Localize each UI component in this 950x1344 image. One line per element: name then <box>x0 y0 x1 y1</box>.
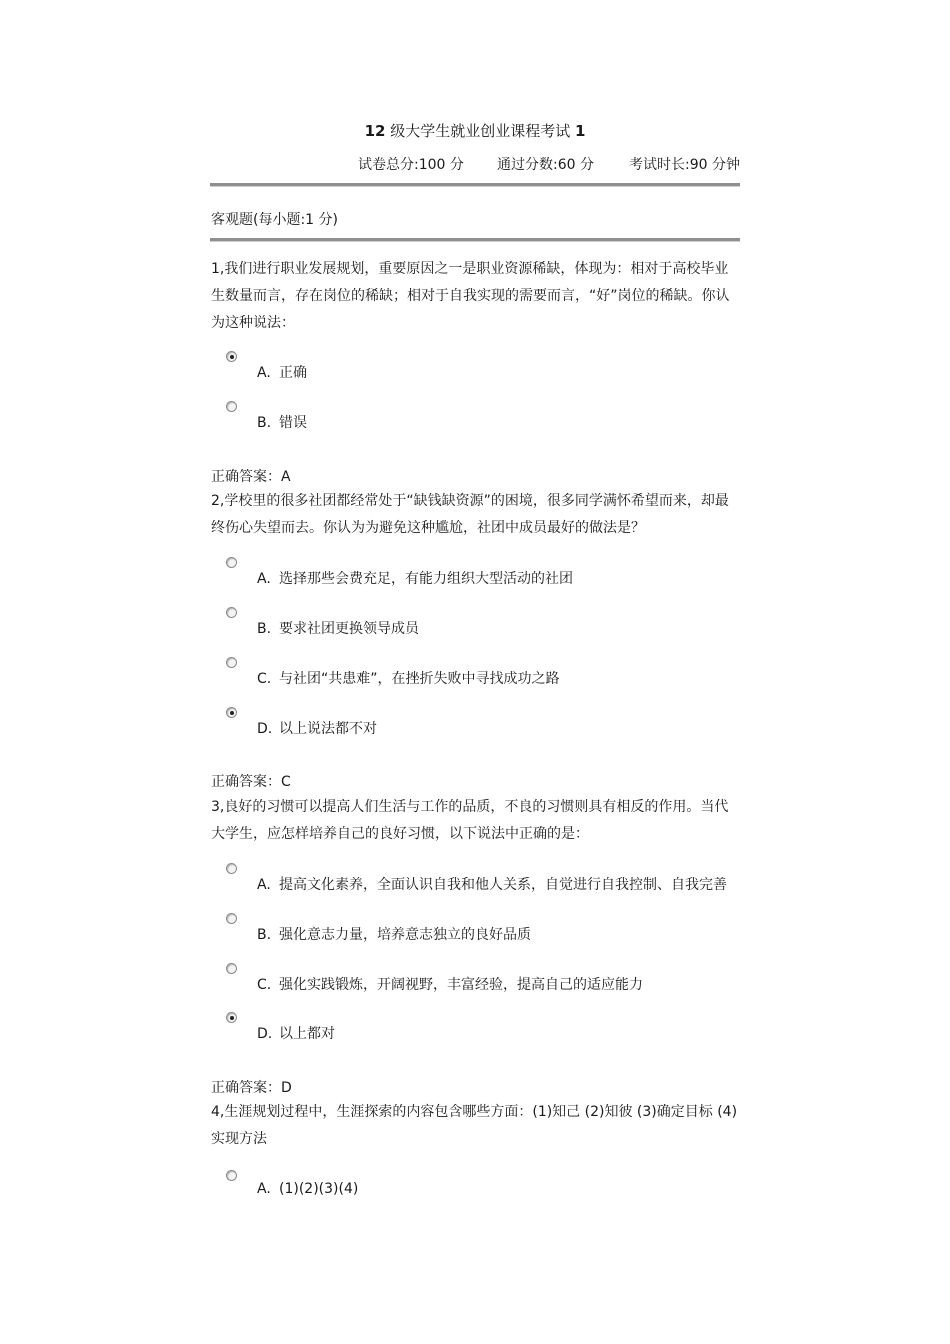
question-3-option-d[interactable]: D. 以上都对 <box>257 1026 335 1042</box>
question-3-option-a-radio[interactable] <box>226 863 237 874</box>
question-3-option-d-radio[interactable] <box>226 1012 237 1023</box>
question-3-line-2: 大学生，应怎样培养自己的良好习惯，以下说法中正确的是： <box>211 826 589 842</box>
question-1-option-b-radio[interactable] <box>226 401 237 412</box>
question-2-option-b-radio[interactable] <box>226 607 237 618</box>
question-2-option-a-radio[interactable] <box>226 557 237 568</box>
question-3-option-b[interactable]: B. 强化意志力量，培养意志独立的良好品质 <box>257 927 531 943</box>
question-3-option-c[interactable]: C. 强化实践锻炼，开阔视野，丰富经验，提高自己的适应能力 <box>257 977 643 993</box>
question-3-line-1: 3,良好的习惯可以提高人们生活与工作的品质，不良的习惯则具有相反的作用。当代 <box>211 799 729 815</box>
question-1-answer: 正确答案：A <box>211 469 291 485</box>
question-3-option-a[interactable]: A. 提高文化素养，全面认识自我和他人关系，自觉进行自我控制、自我完善 <box>257 877 727 893</box>
question-2-option-d[interactable]: D. 以上说法都不对 <box>257 721 377 737</box>
question-3-answer: 正确答案：D <box>211 1080 292 1096</box>
question-1-line-3: 为这种说法： <box>211 315 295 331</box>
question-1-line-2: 生数量而言，存在岗位的稀缺；相对于自我实现的需要而言，“好”岗位的稀缺。你认 <box>211 288 730 304</box>
pass-score: 通过分数:60 分 <box>497 157 594 173</box>
question-4-option-a-radio[interactable] <box>226 1170 237 1181</box>
question-1-line-1: 1,我们进行职业发展规划，重要原因之一是职业资源稀缺，体现为：相对于高校毕业 <box>211 261 729 277</box>
question-2-option-c-radio[interactable] <box>226 657 237 668</box>
question-2-option-a[interactable]: A. 选择那些会费充足，有能力组织大型活动的社团 <box>257 571 573 587</box>
header-divider <box>210 183 740 187</box>
question-3-option-b-radio[interactable] <box>226 913 237 924</box>
question-4-option-a[interactable]: A. (1)(2)(3)(4) <box>257 1181 359 1197</box>
section-heading: 客观题(每小题:1 分) <box>211 212 338 228</box>
question-4-line-2: 实现方法 <box>211 1131 267 1147</box>
question-2-option-b[interactable]: B. 要求社团更换领导成员 <box>257 621 419 637</box>
exam-title-suffix: 1 <box>574 122 586 140</box>
question-3-option-c-radio[interactable] <box>226 963 237 974</box>
question-1-option-b[interactable]: B. 错误 <box>257 415 307 431</box>
question-2-line-2: 终伤心失望而去。你认为为避免这种尴尬，社团中成员最好的做法是？ <box>211 520 645 536</box>
exam-title-text: 级大学生就业创业课程考试 <box>385 122 575 140</box>
exam-title-number: 12 <box>364 122 386 140</box>
total-score: 试卷总分:100 分 <box>358 157 464 173</box>
section-divider <box>210 238 740 242</box>
question-2-answer: 正确答案：C <box>211 774 291 790</box>
question-4-line-1: 4,生涯规划过程中，生涯探索的内容包含哪些方面：(1)知己 (2)知彼 (3)确定目标 (4) <box>211 1104 738 1120</box>
question-2-option-d-radio[interactable] <box>226 707 237 718</box>
exam-duration: 考试时长:90 分钟 <box>629 157 740 173</box>
question-1-option-a[interactable]: A. 正确 <box>257 365 307 381</box>
question-1-option-a-radio[interactable] <box>226 351 237 362</box>
question-2-option-c[interactable]: C. 与社团“共患难”，在挫折失败中寻找成功之路 <box>257 671 560 687</box>
exam-title <box>0 120 950 141</box>
question-2-line-1: 2,学校里的很多社团都经常处于“缺钱缺资源”的困境，很多同学满怀希望而来，却最 <box>211 493 729 509</box>
